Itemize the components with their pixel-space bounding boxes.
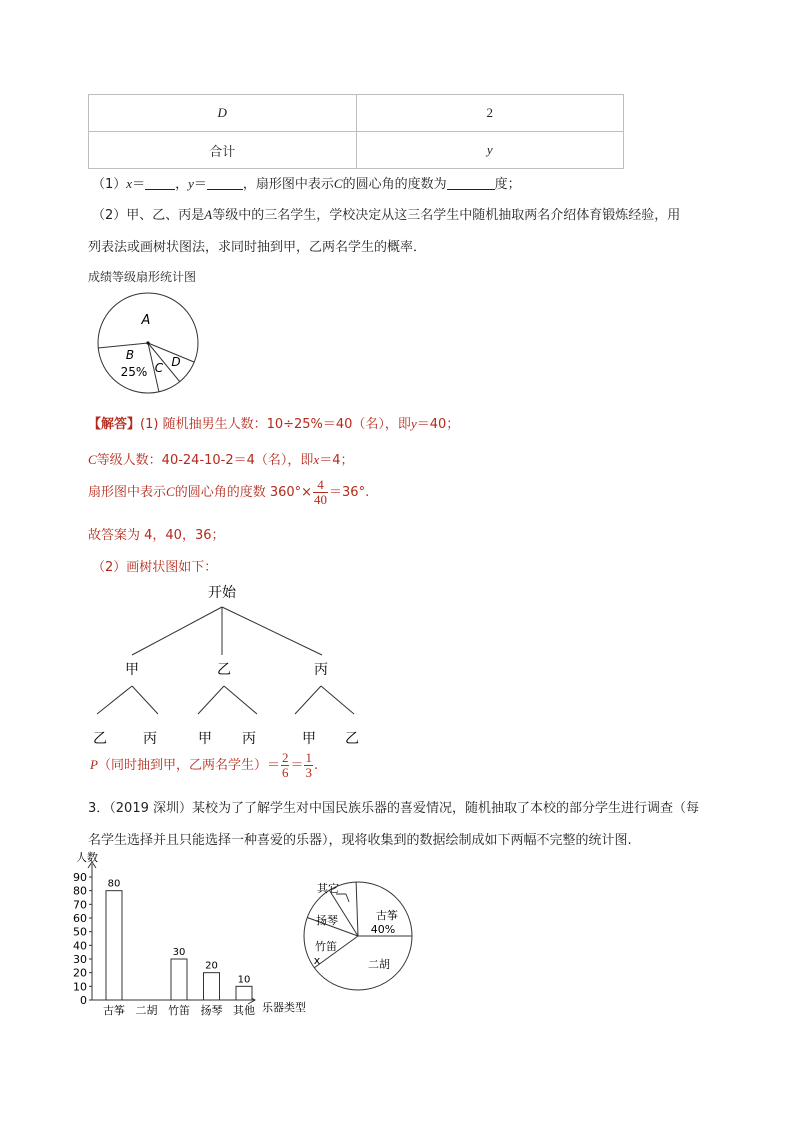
tree-node: 丙: [314, 662, 328, 678]
text: ＝36°.: [329, 485, 370, 500]
pie-slice-value: 40%: [370, 923, 396, 936]
y-axis-label: 人数: [76, 851, 98, 864]
question-3-line-2: 名学生选择并且只能选择一种喜爱的乐器），现将收集到的数据绘制成如下两幅不完整的统计图.: [88, 833, 632, 848]
table-cell: D: [89, 95, 357, 132]
var-y: y: [410, 416, 417, 431]
text: 扇形图中表示: [88, 485, 167, 500]
var-c: C: [333, 176, 343, 191]
text: ＝: [290, 758, 304, 773]
pie-slice-label: 扬琴: [316, 914, 338, 927]
fraction: [304, 751, 313, 780]
text: ＝40；: [416, 417, 460, 432]
y-tick-label: 80: [73, 884, 87, 898]
answer-blank[interactable]: [447, 176, 495, 190]
x-tick-label: 其他: [233, 1004, 255, 1017]
tree-branch: [321, 686, 354, 714]
tree-branch: [222, 607, 322, 655]
text: ，扇形图中表示: [242, 177, 334, 192]
tree-root: 开始: [208, 585, 236, 601]
y-tick-label: 90: [73, 871, 87, 884]
text: （2）甲、乙、丙是: [92, 208, 205, 223]
fraction-denominator: 6: [281, 765, 289, 780]
pie-title: 成绩等级扇形统计图: [88, 270, 197, 284]
fraction-denominator: 40: [314, 492, 328, 507]
text: 的圆心角的度数为: [342, 177, 447, 192]
x-tick-label: 扬琴: [200, 1004, 223, 1017]
tree-leaf: 甲: [198, 731, 212, 747]
var-c: C: [88, 452, 97, 467]
bar-value-label: 30: [172, 947, 186, 958]
pie-slice-label: 竹笛: [315, 940, 337, 953]
text: 等级中的三名学生，学校决定从这三名学生中随机抽取两名介绍体育锻炼经验，用: [212, 208, 681, 223]
tree-node: 乙: [217, 662, 231, 678]
fraction-numerator: 2: [281, 750, 289, 765]
answer-line-1: [88, 413, 459, 432]
y-tick-label: 30: [73, 953, 87, 966]
tree-leaf: 乙: [93, 731, 107, 747]
x-tick-label: 古筝: [103, 1004, 125, 1017]
table-row: [89, 132, 624, 169]
tree-leaf: 甲: [302, 731, 316, 747]
bar-value-label: 80: [107, 878, 121, 890]
question-1: [92, 173, 521, 192]
fraction-denominator: 3: [305, 765, 312, 780]
bar: [204, 973, 220, 1000]
text: 的圆心角的度数 360°×: [174, 485, 313, 500]
tree-branch: [224, 686, 257, 714]
text: ＝: [132, 177, 146, 192]
table-cell: y: [356, 132, 624, 169]
question-2-line-2: 列表法或画树状图法，求同时抽到甲，乙两名学生的概率．: [88, 240, 427, 255]
fraction-numerator: 4: [313, 478, 328, 493]
tree-leaf: 乙: [345, 731, 359, 747]
pie-slice-label: 古筝: [376, 909, 398, 922]
y-tick-label: 70: [73, 898, 87, 912]
text: ＝4；: [319, 453, 354, 468]
question-2-line-1: [92, 204, 680, 223]
var-a: A: [204, 207, 213, 222]
answer-tag: 【解答】: [88, 417, 141, 432]
var-c: C: [166, 484, 175, 499]
pie-slice-label: 二胡: [368, 958, 390, 971]
probability-line: [90, 751, 318, 780]
tree-branch: [132, 607, 222, 655]
y-tick-label: 10: [73, 980, 87, 994]
text: ，: [175, 177, 189, 192]
bar: [236, 986, 252, 1000]
y-tick-label: 60: [73, 912, 87, 925]
y-tick-label: 50: [73, 925, 87, 939]
fraction: [313, 478, 328, 507]
var-p: P: [90, 757, 98, 772]
bar: [171, 959, 187, 1000]
text: (1) 随机抽男生人数：10÷25%＝40（名），即: [140, 417, 411, 432]
table-row: [89, 95, 624, 132]
x-tick-label: 竹笛: [168, 1004, 190, 1017]
answer-line-4: 故答案为 4，40，36；: [88, 528, 225, 543]
y-tick-label: 20: [73, 966, 87, 980]
pie-label-b: B: [125, 348, 135, 362]
pie-label-b-percent: 25%: [120, 365, 148, 379]
pie-divider: [98, 343, 148, 348]
fraction-numerator: 1: [305, 750, 312, 765]
pie-slice-label: 其它: [317, 882, 339, 895]
answer-line-5: （2）画树状图如下：: [92, 560, 218, 575]
bar-chart: [62, 848, 322, 1020]
question-3-line-1: 3．（2019 深圳）某校为了了解学生对中国民族乐器的喜爱情况，随机抽取了本校的部分学生进行调查（每: [88, 801, 699, 816]
answer-line-3: [88, 478, 369, 507]
tree-branch: [132, 686, 158, 714]
var-y: y: [188, 176, 194, 191]
pie-label-a: A: [141, 313, 151, 328]
fraction: [281, 751, 290, 780]
answer-blank[interactable]: [145, 176, 175, 190]
table-cell: 合计: [89, 132, 357, 169]
tree-leaf: 丙: [242, 731, 256, 747]
text: ＝: [193, 177, 207, 192]
x-tick-label: 二胡: [135, 1004, 158, 1017]
text: （1）: [92, 177, 127, 192]
text: 等级人数：40-24-10-2＝4（名），即: [96, 453, 314, 468]
pie-slice-value: x: [313, 954, 321, 967]
grade-table: [88, 94, 624, 169]
pie-label-c: C: [154, 361, 164, 375]
table-cell: 2: [356, 95, 624, 132]
var-x: x: [126, 176, 133, 191]
text: （同时抽到甲，乙两名学生）＝: [97, 758, 280, 773]
text: .: [313, 758, 319, 773]
tree-branch: [97, 686, 132, 714]
x-axis-label: 乐器类型: [262, 1001, 306, 1014]
tree-branch: [198, 686, 224, 714]
bar-value-label: 10: [237, 974, 251, 986]
bar-value-label: 20: [205, 960, 218, 972]
answer-line-2: [88, 449, 353, 468]
y-tick-label: 40: [73, 939, 87, 953]
pie-label-d: D: [171, 355, 181, 369]
tree-node: 甲: [125, 662, 139, 678]
tree-branch: [295, 686, 321, 714]
tree-diagram: [85, 580, 385, 750]
var-x: x: [313, 452, 320, 467]
y-tick-label: 0: [80, 994, 87, 1007]
tree-leaf: 丙: [143, 731, 157, 747]
text: 度；: [494, 177, 521, 192]
answer-blank[interactable]: [207, 176, 243, 190]
instrument-pie-chart: [300, 872, 420, 996]
bar: [106, 891, 122, 1000]
grade-pie-chart: [90, 292, 205, 402]
